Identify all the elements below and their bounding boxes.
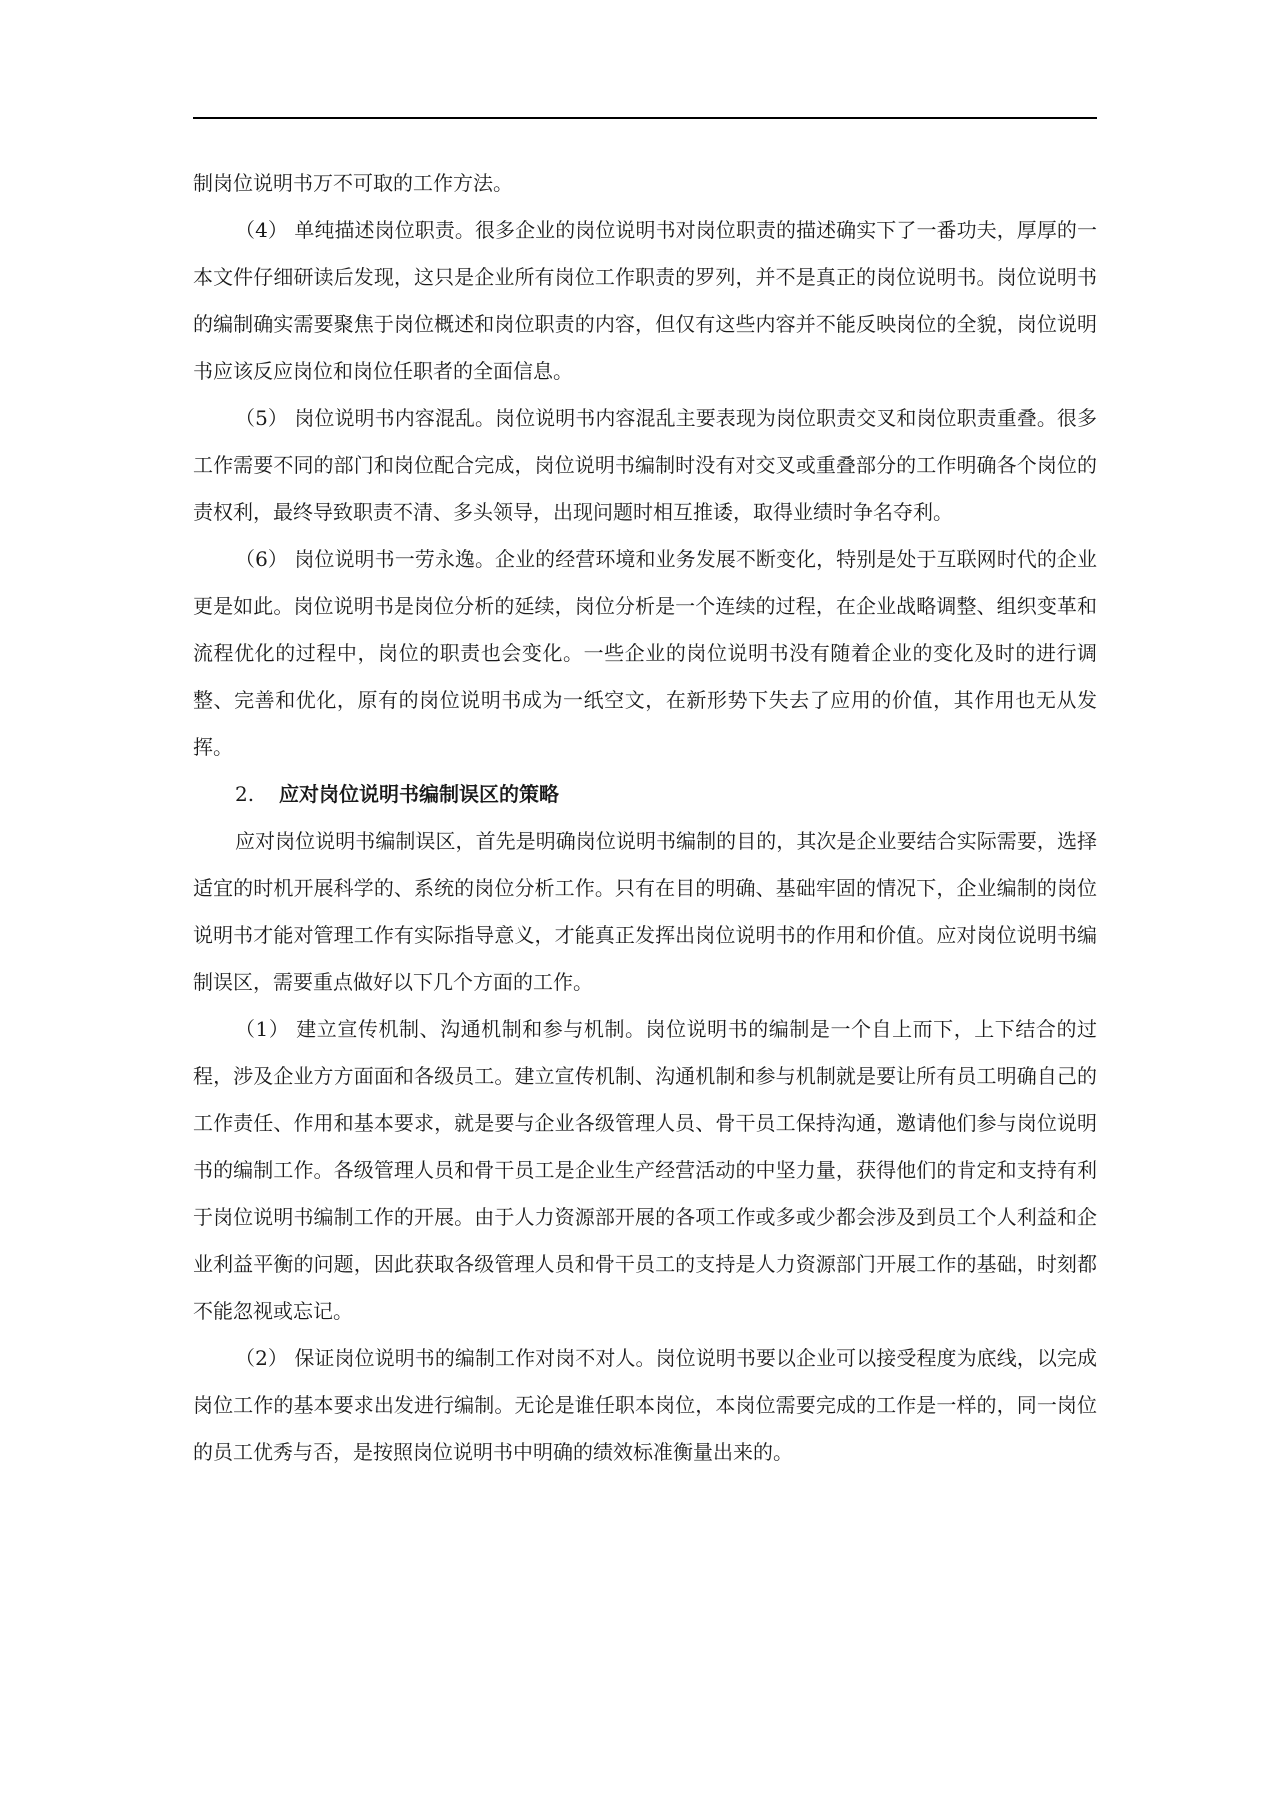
header-rule — [193, 117, 1097, 119]
document-body — [193, 160, 1097, 1476]
section-title: 应对岗位说明书编制误区的策略 — [279, 782, 559, 806]
paragraph-item-4: （4） 单纯描述岗位职责。很多企业的岗位说明书对岗位职责的描述确实下了一番功夫，厚厚的一本文件仔细研读后发现，这只是企业所有岗位工作职责的罗列，并不是真正的岗位说明书。岗位说明书的编制确实需要聚焦于岗位概述和岗位职责的内容，但仅有这些内容并不能反映岗位的全貌，岗位说明书应该反应岗位和岗位任职者的全面信息。 — [193, 218, 1097, 383]
paragraph-item-6: （6） 岗位说明书一劳永逸。企业的经营环境和业务发展不断变化，特别是处于互联网时代的企业更是如此。岗位说明书是岗位分析的延续，岗位分析是一个连续的过程，在企业战略调整、组织变革和流程优化的过程中，岗位的职责也会变化。一些企业的岗位说明书没有随着企业的变化及时的进行调整、完善和优化，原有的岗位说明书成为一纸空文，在新形势下失去了应用的价值，其作用也无从发挥。 — [193, 547, 1097, 759]
paragraph-item-5: （5） 岗位说明书内容混乱。岗位说明书内容混乱主要表现为岗位职责交叉和岗位职责重叠。很多工作需要不同的部门和岗位配合完成，岗位说明书编制时没有对交叉或重叠部分的工作明确各个岗位的责权利，最终导致职责不清、多头领导，出现问题时相互推诿，取得业绩时争名夺利。 — [193, 406, 1097, 524]
paragraph-continuation: 制岗位说明书万不可取的工作方法。 — [193, 171, 513, 195]
section-number: 2. — [235, 782, 255, 806]
paragraph-strategy-1: （1） 建立宣传机制、沟通机制和参与机制。岗位说明书的编制是一个自上而下，上下结合的过程，涉及企业方方面面和各级员工。建立宣传机制、沟通机制和参与机制就是要让所有员工明确自己的工作责任、作用和基本要求，就是要与企业各级管理人员、骨干员工保持沟通，邀请他们参与岗位说明书的编制工作。各级管理人员和骨干员工是企业生产经营活动的中坚力量，获得他们的肯定和支持有利于岗位说明书编制工作的开展。由于人力资源部开展的各项工作或多或少都会涉及到员工个人利益和企业利益平衡的问题，因此获取各级管理人员和骨干员工的支持是人力资源部门开展工作的基础，时刻都不能忽视或忘记。 — [193, 1017, 1097, 1323]
paragraph-strategy-intro: 应对岗位说明书编制误区，首先是明确岗位说明书编制的目的，其次是企业要结合实际需要，选择适宜的时机开展科学的、系统的岗位分析工作。只有在目的明确、基础牢固的情况下，企业编制的岗位说明书才能对管理工作有实际指导意义，才能真正发挥出岗位说明书的作用和价值。应对岗位说明书编制误区，需要重点做好以下几个方面的工作。 — [193, 829, 1097, 994]
paragraph-strategy-2: （2） 保证岗位说明书的编制工作对岗不对人。岗位说明书要以企业可以接受程度为底线，以完成岗位工作的基本要求出发进行编制。无论是谁任职本岗位，本岗位需要完成的工作是一样的，同一岗位的员工优秀与否，是按照岗位说明书中明确的绩效标准衡量出来的。 — [193, 1346, 1097, 1464]
section-heading — [193, 771, 1097, 818]
